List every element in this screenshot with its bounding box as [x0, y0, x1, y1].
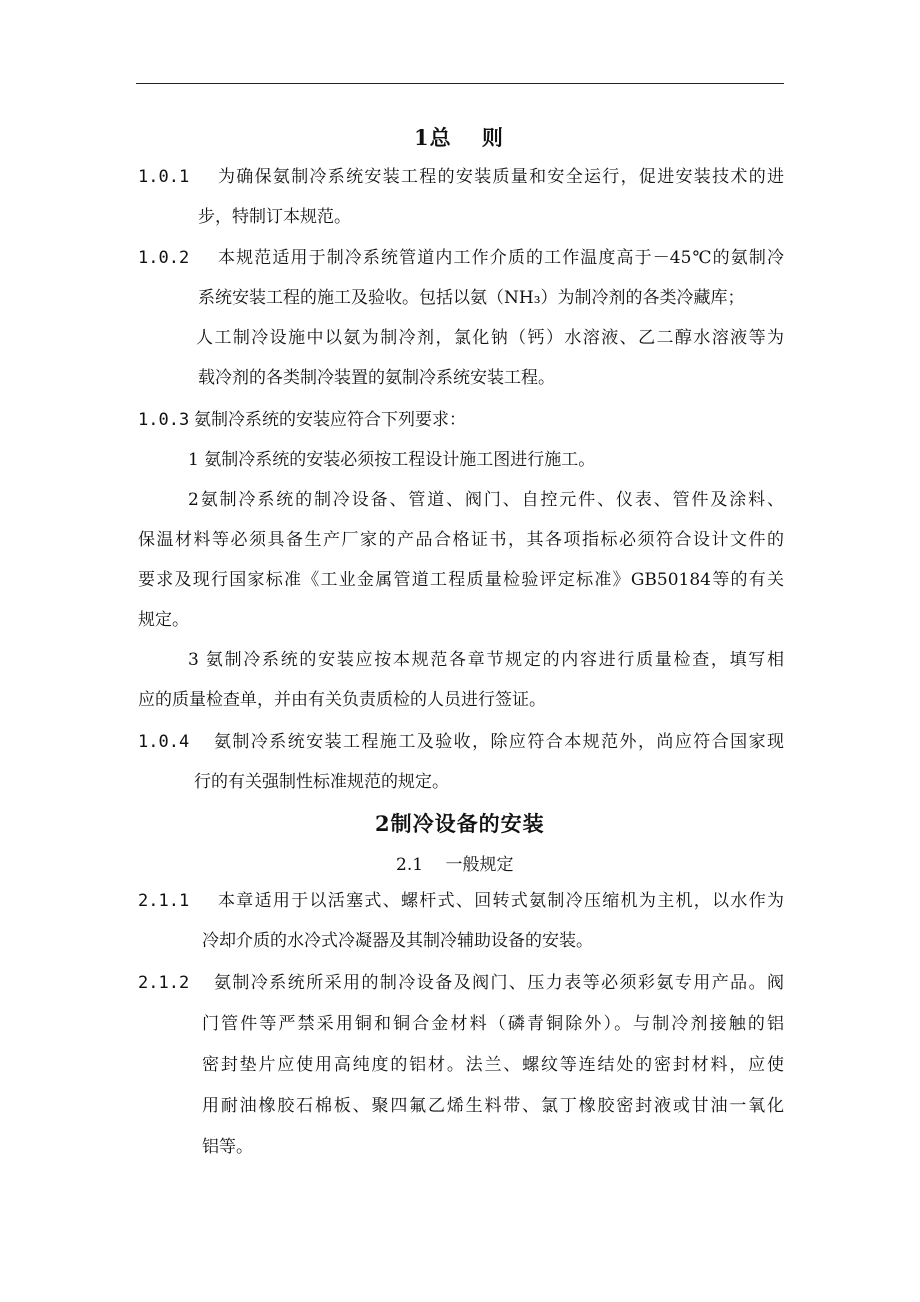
clause-text-line: 步，特制订本规范。 — [198, 207, 351, 227]
clause-text-line: 门管件等严禁采用铜和铜合金材料（磷青铜除外）。与制冷剂接触的铝 — [202, 1014, 784, 1034]
clause-text-line: 氨制冷系统的安装应符合下列要求： — [194, 410, 466, 430]
clause-number: 1.0.2 — [138, 248, 190, 268]
clause-text-line: 为确保氨制冷系统安装工程的安装质量和安全运行，促进安装技术的进 — [218, 167, 784, 187]
clause-text-line: 系统安装工程的施工及验收。包括以氨（NH₃）为制冷剂的各类冷藏库； — [198, 288, 745, 308]
clause-text-line: 本规范适用于制冷系统管道内工作介质的工作温度高于－45℃的氨制冷 — [218, 248, 784, 268]
clause-text-line: 冷却介质的水冷式冷凝器及其制冷辅助设备的安装。 — [202, 931, 593, 951]
clause-text-line: 用耐油橡胶石棉板、聚四氟乙烯生料带、氯丁橡胶密封液或甘油一氧化 — [202, 1096, 784, 1116]
clause-text-line: 行的有关强制性标准规范的规定。 — [194, 772, 449, 792]
clause-number: 1.0.4 — [138, 732, 190, 752]
clause-text-line: 本章适用于以活塞式、螺杆式、回转式氨制冷压缩机为主机，以水作为 — [218, 891, 784, 911]
item-text-line: 应的质量检查单，并由有关负责质检的人员进行签证。 — [138, 690, 546, 710]
clause-text-line: 铝等。 — [202, 1137, 253, 1157]
item-text-line: 2氨制冷系统的制冷设备、管道、阀门、自控元件、仪表、管件及涂料、 — [188, 490, 784, 510]
clause-text-line: 氨制冷系统安装工程施工及验收，除应符合本规范外，尚应符合国家现 — [214, 732, 784, 752]
section-2-1-title: 2.1 一般规定 — [396, 855, 514, 875]
chapter-2-title: 2制冷设备的安装 — [375, 811, 545, 836]
clause-text-line: 人工制冷设施中以氨为制冷剂，氯化钠（钙）水溶液、乙二醇水溶液等为 — [196, 328, 784, 348]
clause-number: 1.0.3 — [138, 410, 190, 430]
chapter-1-title: 1总 则 — [414, 125, 504, 150]
clause-text-line: 氨制冷系统所采用的制冷设备及阀门、压力表等必须彩氨专用产品。阀 — [214, 973, 784, 993]
list-item-1: 1 氨制冷系统的安装必须按工程设计施工图进行施工。 — [188, 450, 596, 470]
item-text-line: 3 氨制冷系统的安装应按本规范各章节规定的内容进行质量检查，填写相 — [188, 650, 784, 670]
item-text-line: 要求及现行国家标准《工业金属管道工程质量检验评定标准》GB50184等的有关 — [138, 570, 784, 590]
item-text-line: 保温材料等必须具备生产厂家的产品合格证书，其各项指标必须符合设计文件的 — [138, 530, 784, 550]
clause-text-line: 载冷剂的各类制冷装置的氨制冷系统安装工程。 — [198, 368, 555, 388]
clause-number: 2.1.1 — [138, 891, 190, 911]
clause-number: 2.1.2 — [138, 973, 190, 993]
clause-number: 1.0.1 — [138, 167, 190, 187]
clause-text-line: 密封垫片应使用高纯度的铝材。法兰、螺纹等连结处的密封材料，应使 — [202, 1055, 784, 1075]
header-rule — [136, 83, 784, 84]
item-text-line: 规定。 — [138, 610, 189, 630]
